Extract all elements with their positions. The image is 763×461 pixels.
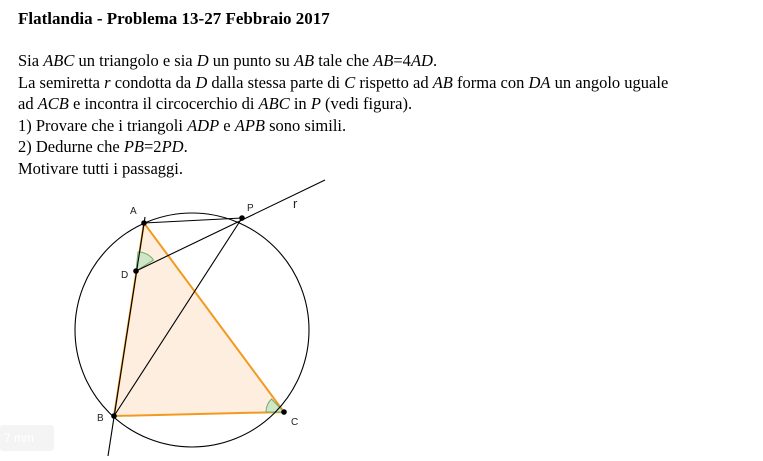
text-run: =2: [144, 137, 162, 156]
text-run: dalla stessa parte di: [207, 72, 345, 92]
math-symbol: ABC: [43, 51, 75, 70]
math-symbol: C: [344, 72, 356, 92]
point-a: [141, 220, 147, 226]
math-symbol: AD: [410, 51, 433, 70]
text-run: La semiretta: [18, 72, 105, 92]
text-run: .: [183, 137, 188, 156]
text-run: ad: [18, 94, 38, 113]
text-run: 1) Provare che i triangoli: [18, 115, 188, 135]
label-b: B: [97, 413, 104, 424]
math-symbol: ADP: [187, 115, 220, 135]
overlay-badge: 7 mm: [0, 425, 54, 451]
math-symbol: D: [196, 51, 209, 70]
text-run: un punto su: [208, 51, 294, 70]
math-symbol: ABC: [258, 94, 290, 113]
text-run: .: [432, 51, 438, 70]
math-symbol: D: [195, 72, 208, 92]
text-run: (vedi figura).: [320, 94, 413, 113]
text-run: rispetto ad: [355, 72, 433, 92]
math-symbol: AB: [373, 51, 394, 70]
text-run: un triangolo e sia: [74, 51, 197, 70]
math-symbol: ACB: [37, 94, 69, 113]
text-run: in: [289, 94, 311, 113]
math-symbol: PD: [161, 137, 184, 156]
label-c: C: [291, 417, 299, 428]
page-title: Flatlandia - Problema 13-27 Febbraio 2017: [18, 9, 330, 28]
label-d: D: [121, 270, 129, 281]
text-run: sono simili.: [264, 115, 347, 135]
math-symbol: r: [104, 72, 111, 92]
math-symbol: AB: [293, 51, 315, 70]
math-symbol: P: [310, 94, 321, 113]
label-p: P: [247, 203, 254, 214]
text-run: condotta da: [110, 72, 196, 92]
text-run: e incontra il circocerchio di: [68, 94, 259, 113]
text-run: Sia: [18, 51, 44, 70]
text-run: =4: [393, 51, 411, 70]
text-run: Motivare tutti i passaggi.: [18, 158, 183, 178]
point-d: [133, 268, 139, 274]
label-r: r: [293, 196, 298, 211]
math-symbol: DA: [528, 72, 551, 92]
math-symbol: APB: [234, 115, 265, 135]
text-run: forma con: [452, 72, 529, 92]
ray-r: [136, 180, 325, 271]
text-run: un angolo uguale: [550, 72, 669, 92]
text-run: e: [219, 115, 235, 135]
point-p: [239, 215, 245, 221]
point-c: [281, 409, 287, 415]
math-symbol: AB: [432, 72, 453, 92]
label-a: A: [130, 206, 137, 217]
math-symbol: PB: [123, 137, 144, 156]
segment-ap: [144, 218, 242, 223]
text-run: tale che: [314, 51, 374, 70]
point-b: [111, 413, 117, 419]
text-run: 2) Dedurne che: [18, 137, 124, 156]
